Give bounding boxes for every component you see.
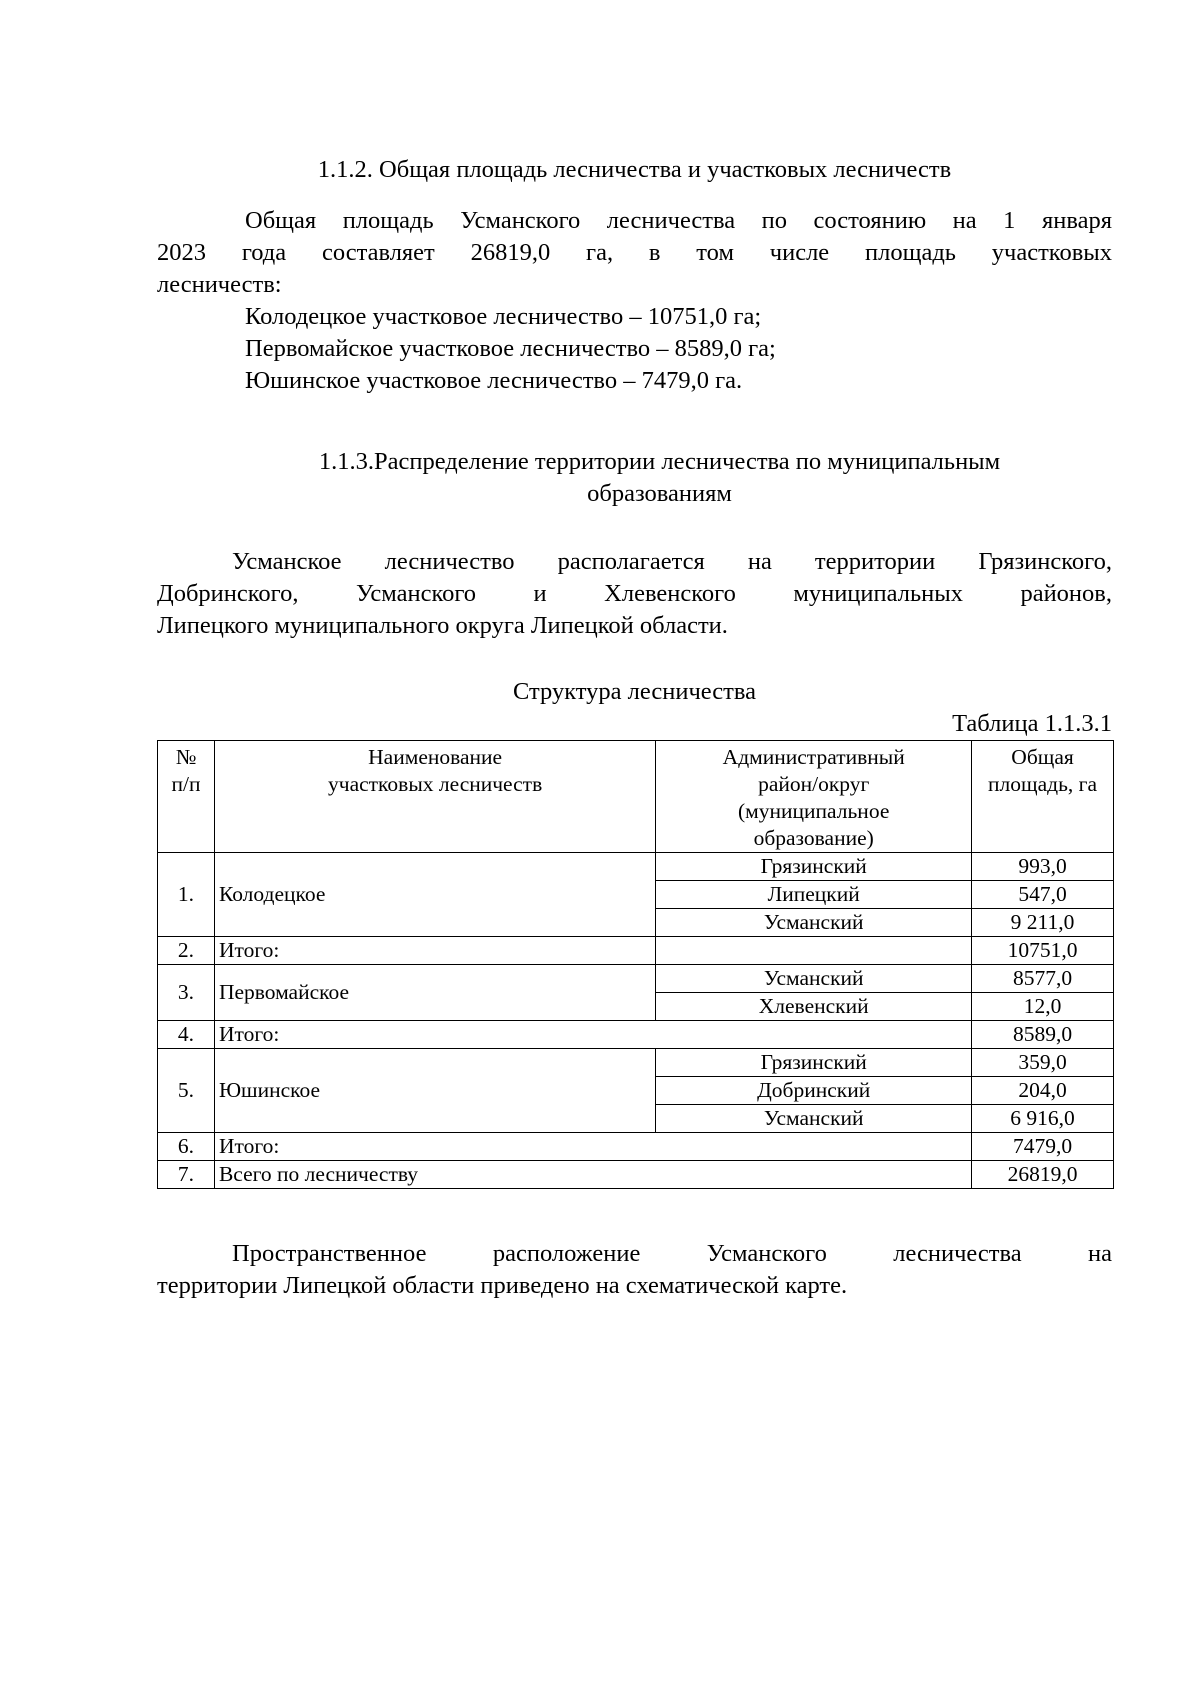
cell-num: 1. xyxy=(158,853,215,937)
cell-district-empty xyxy=(656,937,972,965)
table-caption: Структура лесничества xyxy=(513,678,756,705)
header-text: образование) xyxy=(753,826,874,850)
cell-area: 10751,0 xyxy=(972,937,1114,965)
header-text: (муниципальное xyxy=(738,799,890,823)
cell-area: 26819,0 xyxy=(972,1161,1114,1189)
table-number: Таблица 1.1.3.1 xyxy=(952,710,1112,737)
cell-district: Усманский xyxy=(656,1105,972,1133)
table-row-subtotal xyxy=(158,1021,1114,1049)
list-item: Колодецкое участковое лесничество – 10751,0 га; xyxy=(245,303,762,330)
header-text: Общая xyxy=(1011,745,1074,769)
header-text: участковых лесничеств xyxy=(328,772,543,796)
cell-area: 359,0 xyxy=(972,1049,1114,1077)
header-district xyxy=(656,741,972,853)
cell-num: 5. xyxy=(158,1049,215,1133)
cell-num: 7. xyxy=(158,1161,215,1189)
paragraph-line: Пространственное расположение Усманского лесничества на xyxy=(232,1240,1112,1267)
cell-num: 4. xyxy=(158,1021,215,1049)
cell-name: Юшинское xyxy=(214,1049,655,1133)
cell-district: Усманский xyxy=(656,965,972,993)
cell-num: 6. xyxy=(158,1133,215,1161)
cell-name: Первомайское xyxy=(214,965,655,1021)
paragraph-line: Добринского, Усманского и Хлевенского муниципальных районов, xyxy=(157,580,1112,607)
paragraph-line: территории Липецкой области приведено на схематической карте. xyxy=(157,1272,848,1299)
cell-district: Грязинский xyxy=(656,853,972,881)
paragraph-line: Липецкого муниципального округа Липецкой области. xyxy=(157,612,728,639)
cell-area: 9 211,0 xyxy=(972,909,1114,937)
heading-line: 1.1.3.Распределение территории лесничества по муниципальным xyxy=(318,448,1001,475)
heading-1-1-2: 1.1.2. Общая площадь лесничества и участковых лесничеств xyxy=(317,156,952,183)
cell-area: 204,0 xyxy=(972,1077,1114,1105)
cell-name: Итого: xyxy=(214,937,655,965)
table-row xyxy=(158,1049,1114,1077)
paragraph-map-reference xyxy=(157,1238,1112,1302)
header-num xyxy=(158,741,215,853)
table-row-subtotal xyxy=(158,937,1114,965)
paragraph-territory xyxy=(157,546,1112,642)
table-row-subtotal xyxy=(158,1133,1114,1161)
cell-area: 6 916,0 xyxy=(972,1105,1114,1133)
header-text: район/округ xyxy=(758,772,870,796)
table-header-row xyxy=(158,741,1114,853)
header-text: Наименование xyxy=(368,745,503,769)
cell-name: Колодецкое xyxy=(214,853,655,937)
heading-1-1-3 xyxy=(207,446,1112,510)
paragraph-total-area xyxy=(157,205,1112,301)
cell-area: 8577,0 xyxy=(972,965,1114,993)
header-text: № xyxy=(175,745,197,769)
paragraph-line: Усманское лесничество располагается на территории Грязинского, xyxy=(232,548,1112,575)
cell-district: Усманский xyxy=(656,909,972,937)
cell-district: Липецкий xyxy=(656,881,972,909)
header-text: площадь, га xyxy=(988,772,1097,796)
table-row xyxy=(158,965,1114,993)
paragraph-line: 2023 года составляет 26819,0 га, в том числе площадь участковых xyxy=(157,239,1112,266)
cell-area: 7479,0 xyxy=(972,1133,1114,1161)
list-item: Юшинское участковое лесничество – 7479,0 га. xyxy=(245,367,743,394)
cell-district: Хлевенский xyxy=(656,993,972,1021)
table-row-total xyxy=(158,1161,1114,1189)
forest-structure-table xyxy=(157,740,1114,1189)
cell-area: 12,0 xyxy=(972,993,1114,1021)
cell-area: 8589,0 xyxy=(972,1021,1114,1049)
cell-district: Грязинский xyxy=(656,1049,972,1077)
header-text: Административный xyxy=(722,745,905,769)
heading-line: образованиям xyxy=(587,480,732,507)
cell-area: 547,0 xyxy=(972,881,1114,909)
cell-name: Всего по лесничеству xyxy=(214,1161,971,1189)
header-text: п/п xyxy=(171,772,201,796)
cell-num: 2. xyxy=(158,937,215,965)
table-row xyxy=(158,853,1114,881)
cell-name: Итого: xyxy=(214,1021,971,1049)
cell-num: 3. xyxy=(158,965,215,1021)
paragraph-line: лесничеств: xyxy=(157,271,282,298)
list-item: Первомайское участковое лесничество – 8589,0 га; xyxy=(245,335,776,362)
header-area xyxy=(972,741,1114,853)
header-name xyxy=(214,741,655,853)
cell-district: Добринский xyxy=(656,1077,972,1105)
paragraph-line: Общая площадь Усманского лесничества по состоянию на 1 января xyxy=(245,207,1112,234)
cell-area: 993,0 xyxy=(972,853,1114,881)
cell-name: Итого: xyxy=(214,1133,971,1161)
